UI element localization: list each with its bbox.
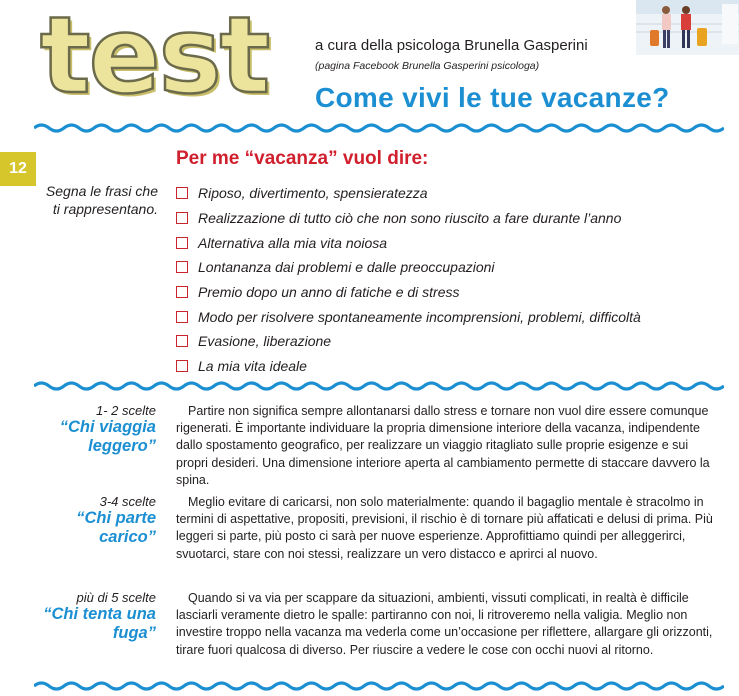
author-byline: a cura della psicologa Brunella Gasperini	[315, 37, 588, 54]
quiz-instruction: Segna le frasi che ti rappresentano.	[45, 183, 158, 217]
quiz-subtitle: Per me “vacanza” vuol dire:	[176, 148, 429, 169]
checkbox[interactable]	[176, 212, 188, 224]
quiz-options-list	[176, 181, 641, 379]
wave-divider-bottom	[34, 680, 724, 692]
result-name: “Chi tenta una fuga”	[43, 605, 156, 642]
wave-divider-top	[34, 122, 724, 134]
quiz-option-label: Realizzazione di tutto ciò che non sono riuscito a fare durante l’anno	[198, 210, 622, 227]
result-score: 3-4 scelte	[99, 494, 156, 509]
result-description: Meglio evitare di caricarsi, non solo materialmente: quando il bagaglio mentale è stracolmo in termini di aspettative, propositi, previsioni, il rischio è di tornare più affaticati e delusi di prima. Più leggeri si parte, più posto ci sarà per nuove esperienze. Approfittiamo quindi per alleggerirci, svuotarci, stare con noi stessi, realizzare un vero distacco e aprirci al nuovo.	[176, 495, 713, 561]
checkbox[interactable]	[176, 311, 188, 323]
wave-divider-middle	[34, 380, 724, 392]
quiz-option[interactable]	[176, 181, 641, 206]
quiz-option[interactable]	[176, 354, 641, 379]
quiz-option-label: La mia vita ideale	[198, 358, 307, 375]
page-number-tab: 12	[0, 152, 36, 186]
checkbox[interactable]	[176, 335, 188, 347]
quiz-option-label: Alternativa alla mia vita noiosa	[198, 234, 388, 251]
quiz-option-label: Evasione, liberazione	[198, 333, 332, 350]
result-name: “Chi parte carico”	[76, 509, 156, 546]
quiz-option-label: Riposo, divertimento, spensieratezza	[198, 185, 428, 202]
result-description: Partire non significa sempre allontanarsi dallo stress e tornare non vuol dire essere comunque rigenerati. È importante individuare la propria dimensione interiore della vacanza, indipendente dallo spostamento geografico, per realizzare un viaggio ritagliato sulle proprie esigenze e sui propri desideri. Una dimensione interiore aperta al cambiamento permette di staccare davvero la spina.	[176, 404, 710, 487]
checkbox[interactable]	[176, 261, 188, 273]
quiz-option[interactable]	[176, 255, 641, 280]
quiz-option-label: Lontananza dai problemi e dalle preoccupazioni	[198, 259, 495, 276]
quiz-option-label: Modo per risolvere spontaneamente incomprensioni, problemi, difficoltà	[198, 308, 641, 325]
quiz-option[interactable]	[176, 230, 641, 255]
checkbox[interactable]	[176, 187, 188, 199]
result-description: Quando si va via per scappare da situazioni, ambienti, vissuti complicati, in realtà è difficile lasciarli veramente dietro le spalle: partiranno con noi, li ritroveremo nella valigia. Meglio non investire troppo nella vacanza ma vederla come un’occasione per riflettere, allargare gli orizzonti, tirare fuori qualcosa di diverso. Per riuscire a vedere le cose con occhi nuovi al ritorno.	[176, 591, 713, 657]
quiz-option[interactable]	[176, 329, 641, 354]
page-title: Come vivi le tue vacanze?	[315, 82, 670, 113]
facebook-credit: (pagina Facebook Brunella Gasperini psicologa)	[315, 60, 540, 72]
result-score: 1- 2 scelte	[96, 403, 156, 418]
result-score: più di 5 scelte	[76, 590, 156, 605]
quiz-option[interactable]	[176, 304, 641, 329]
result-name: “Chi viaggia leggero”	[59, 418, 156, 455]
quiz-option[interactable]	[176, 206, 641, 231]
quiz-option-label: Premio dopo un anno di fatiche e di stress	[198, 284, 460, 301]
travel-couple-photo	[636, 0, 739, 55]
test-logo-word: test	[40, 0, 269, 117]
checkbox[interactable]	[176, 360, 188, 372]
checkbox[interactable]	[176, 237, 188, 249]
quiz-option[interactable]	[176, 280, 641, 305]
checkbox[interactable]	[176, 286, 188, 298]
